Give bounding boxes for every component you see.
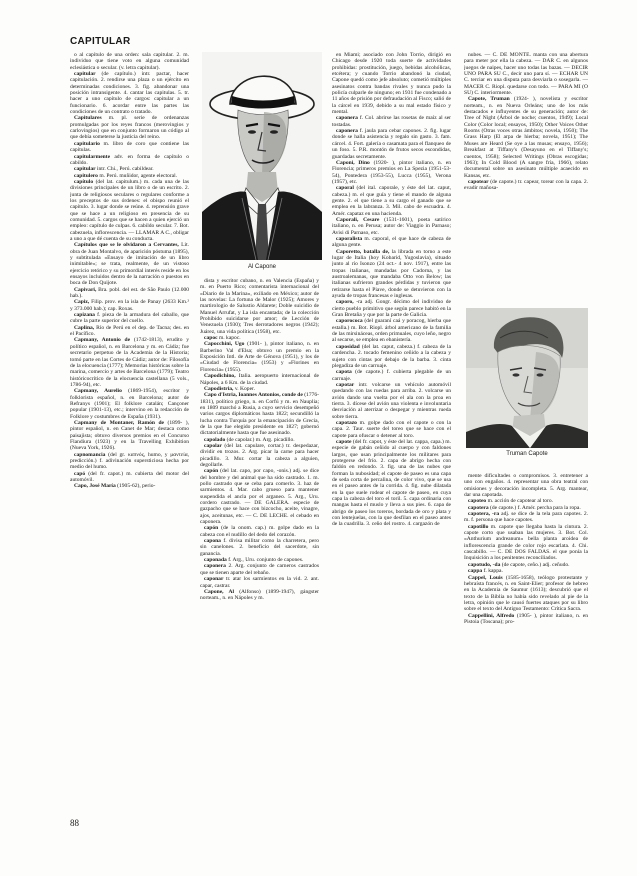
entry-headword: capoc bbox=[204, 335, 218, 342]
entry-headword: capotear bbox=[468, 178, 489, 185]
entry-definition: f. divisa militar como la charretera, pero sin canelones. 2. beneficio del sacerdote, sin ganancia. bbox=[200, 538, 319, 557]
entry-headword: caponada bbox=[204, 557, 227, 564]
entry-headword: Cappellini, Alfredo bbox=[468, 612, 515, 619]
entry-headword: caponar bbox=[204, 576, 224, 583]
dictionary-entry bbox=[332, 369, 451, 382]
entry-headword: capítulo bbox=[74, 178, 94, 185]
entry-definition: (1585-1658), teólogo protestante y hebraísta francés, n. en Saint-Elier; profesor de hebreo en la Academia de Saumur (1613); descubrió que el texto de la Biblia no había sido revelado al pie de la letra, opinión que le causó fuertes ataques por su libro sobre el texto del Antiguo Testamento: Crítica Sacra. bbox=[464, 574, 588, 613]
running-head: CAPITULAR bbox=[70, 36, 131, 47]
entry-headword: capitulario bbox=[74, 140, 100, 147]
text-column-4-top bbox=[464, 52, 588, 304]
entry-headword: Capo d'Istria, Ioannes Antonios, conde de bbox=[204, 392, 303, 399]
entry-definition: (1869-1954), escritor y folklorista español, n. en Barcelona; autor de Refranys (1901); El folklore catalán; Cançoner popular (1901-13), etc.; intervino en la redacción de Folklore y costumbres de España (1931). bbox=[70, 388, 189, 420]
entry-definition: (del fr. capot.) m. cubierta del motor del automóvil. bbox=[70, 470, 189, 484]
entry-definition: (de la onom. cap.) m. golpe dado en la cabeza con el nudillo del dedo del corazón. bbox=[200, 525, 319, 538]
entry-definition: Filip. prov. en la isla de Panay (2633 Km.² y 373.000 hab.); cap. Roxas. bbox=[70, 299, 189, 312]
entry-headword: Cappel, Louis bbox=[468, 574, 503, 581]
entry-headword: Capodistria, bbox=[204, 385, 234, 392]
dictionary-entry bbox=[70, 287, 189, 300]
entry-definition: (1924- ), novelista y escritor norteam., n. en Nueva Orleáns; uno de los más destacados e influyentes de su generación; autor de: Tree of Night (Árbol de noche; cuentos, 1949); Local Color (Color local; ensayos, 1950); Other Voices Other Rooms (Otras voces otras ámbitos; novela, 1950); The Grass Harp (El arpa de hierba; novela, 1951); The Muses are Heard (Se oye a las musas; ensayo, 1956); Breakfast at Tiffany's (Desayuno en el Tiffany's; cuentos, 1958); Selected Writings (Obras escogidas; 1963); In Cold Blood (A sangre fría, 1966), relato documental sobre un asesinato múltiple acaecido en Kansas, etc. bbox=[464, 96, 588, 179]
entry-headword: Capmany, Antonio de bbox=[74, 337, 131, 344]
dictionary-entry bbox=[332, 382, 451, 420]
dictionary-entry bbox=[332, 160, 451, 185]
entry-headword: caponera bbox=[336, 115, 358, 122]
truman-capote-portrait-image bbox=[466, 308, 588, 448]
photo-al-capone bbox=[202, 52, 322, 260]
text-column-4-bottom bbox=[464, 473, 588, 812]
entry-definition: la librada en torno a este lugar de Italia (hoy Kobarid, Yugoslavia), situado junto al río Isonzo (24 oct.- 4 nov. 1917), entre las tropas italianas, mandadas por Cadorna, y las austroalemanas, que mandaba Otto von Below; las italianas sufrieron grandes pérdidas y tuvieron que retirarse hasta el Piave, donde se detuvieron con la ayuda de tropas francesas e inglesas. bbox=[332, 248, 451, 300]
entry-headword: Capone, Al bbox=[204, 588, 234, 595]
entry-headword: caporal bbox=[336, 185, 354, 192]
entry-headword: capotazo bbox=[336, 419, 357, 426]
entry-definition: f. pieza de la armadura del caballo, que cubre la parte superior del cuello. bbox=[70, 312, 189, 325]
dictionary-entry bbox=[200, 563, 319, 576]
entry-definition: (1531-1601), poeta satírico italiano, n. en Perusa; autor de: Viaggio in Parnaso; Avisi di Parnaso, etc. bbox=[332, 216, 451, 236]
entry-definition: f. Arg., Uru. conjunto de capones. bbox=[228, 557, 304, 564]
dictionary-entry bbox=[200, 392, 319, 436]
entry-definition: en Miami; asociado con John Torrio, dirigió en Chicago desde 1920 toda suerte de actividades prohibidas: prostitución, juego, bebidas alcohólicas, etcétera; y cuando Torrio abandonó la ciudad, Capone quedó como jefe absoluto; cometió múltiples asesinatos contra bandas rivales y nunca pudo la policía culparle de ninguno; en 1931 fue condenado a 11 años de prisión por defraudación al Fisco; salió de la cárcel en 1939, debido a su mal estado físico y mental. bbox=[332, 52, 451, 116]
dictionary-entry bbox=[70, 242, 189, 286]
dictionary-entry bbox=[332, 420, 451, 439]
dictionary-entry bbox=[464, 613, 588, 626]
entry-definition: 2. Arg. conjunto de carneros castrados que se tienen aparte del rebaño. bbox=[200, 563, 319, 576]
entry-definition: -ra adj. Gongr. décimo del individuo de cierto pueblo primitivo que según parece habitó en la Gran Bretaña y que por la parte de Galicia. bbox=[332, 299, 451, 319]
entry-headword: capotera bbox=[468, 504, 489, 511]
entry-definition: adj. se dice de la tela para capotes. 2. m. f. persona que hace capotes. bbox=[464, 511, 588, 524]
entry-headword: caponera bbox=[336, 128, 358, 135]
dictionary-entry bbox=[332, 299, 451, 318]
entry-headword: caporo, bbox=[336, 299, 354, 306]
entry-headword: Capiz, bbox=[74, 299, 90, 306]
entry-definition: f. Col. abrirse las rosetas de maíz al ser tostadas. bbox=[332, 115, 451, 128]
entry-headword: capoteo bbox=[468, 498, 487, 505]
dictionary-entry bbox=[70, 71, 189, 115]
dictionary-entry bbox=[332, 249, 451, 300]
entry-headword: cappa bbox=[468, 568, 483, 575]
entry-definition: (de capote.) tr. capear, torear con la capa. 2. evadir mañosa- bbox=[464, 178, 588, 192]
entry-definition: (1920- ), pintor italiano, n. en Florencia; primeros premios en La Spezia (1951-53-54), Pontedera (1953-55), Lucca (1955), Verona (1957), etc. bbox=[332, 159, 451, 185]
entry-headword: capote bbox=[336, 438, 352, 445]
entry-headword: capitulero bbox=[74, 172, 98, 179]
entry-headword: capizana bbox=[74, 312, 95, 319]
dictionary-entry bbox=[70, 115, 189, 140]
dictionary-entry bbox=[332, 52, 451, 115]
entry-definition: intr. volcarse un vehículo automóvil quedando con las ruedas para arriba. 2. volcarse un avión dando una vuelta por el ala con la proa en tierra. 3. dícese del avión una violenta e involuntaria desviación al aterrizar o despegar y mientras rueda sobre tierra. bbox=[332, 381, 451, 420]
dictionary-entry bbox=[332, 236, 451, 249]
dictionary-entry bbox=[464, 179, 588, 192]
entry-definition: v. Koper. bbox=[234, 385, 255, 392]
entry-definition: (de capote.) f. cubierta plegable de un carruaje. bbox=[332, 369, 451, 382]
text-column-2 bbox=[200, 278, 319, 812]
entry-headword: Capítulos que se le olvidaron a Cervantes, bbox=[74, 242, 179, 249]
dictionary-entry bbox=[464, 511, 588, 524]
dictionary-entry bbox=[464, 575, 588, 613]
entry-headword: Caplina, bbox=[74, 324, 95, 331]
entry-definition: f. jaula para cebar capones. 2. fig. lugar donde se halla asistencia y regalo sin gasto. 3. fam. cárcel. 4. Fort. galería o casamata para el flanqueo de un foso. 5. P.R. montón de frutos secos escondidas, guardadas secretamente. bbox=[332, 128, 451, 160]
dictionary-entry bbox=[332, 115, 451, 128]
dictionary-entry bbox=[70, 325, 189, 338]
entry-headword: Capmany de Montaner, Ramón de bbox=[74, 419, 164, 426]
dictionary-entry bbox=[200, 443, 319, 468]
dictionary-entry bbox=[332, 217, 451, 236]
al-capone-portrait-image bbox=[202, 52, 322, 260]
entry-headword: Caponi, Dino bbox=[336, 159, 370, 166]
text-column-1 bbox=[70, 52, 189, 812]
entry-headword: Capocchini, Ugo bbox=[204, 341, 245, 348]
entry-headword: capitular bbox=[74, 71, 96, 78]
entry-headword: capó bbox=[74, 470, 86, 477]
dictionary-entry bbox=[70, 312, 189, 325]
dictionary-entry bbox=[200, 576, 319, 589]
dictionary-entry bbox=[70, 452, 189, 471]
entry-definition: dista y escritor cubano, n. en Valencia (España) y m. en Puerto Rico; comentarista internacional del «Diario de la Marina», exiliado en México; autor de las novelas: La fortuna de Malor (1925); Amores y martirologio de Salustio Aldarete; Doble suicidio de Manuel Arrufat, y La isla encantada; de la colección Prohibido suicidarse por amor; de Lección de Venezuela (1930); Tres derrotadores negros (1942); Juárez, una vida política (1958), etc. bbox=[200, 278, 319, 335]
entry-definition: Río de Perú en el dep. de Tacna; des. en el Pacífico. bbox=[70, 324, 189, 338]
dictionary-entry bbox=[200, 525, 319, 538]
dictionary-entry bbox=[70, 299, 189, 312]
entry-definition: o al capítulo de una orden: sala capitular. 2. m. individuo que tiene voto en alguna comunidad eclesiástica o secular. (v. letra capitular). bbox=[70, 52, 189, 71]
dictionary-entry bbox=[70, 337, 189, 388]
entry-headword: capolado bbox=[204, 436, 226, 443]
entry-headword: capón bbox=[204, 468, 219, 475]
entry-headword: Capmany, Aurelio bbox=[74, 388, 122, 395]
entry-definition: m. acción de capotear al toro. bbox=[487, 498, 554, 505]
entry-definition: (de capote, ceño.) adj. ceñudo. bbox=[501, 561, 570, 568]
entry-definition: (de capolar.) m. Arg. picadillo. bbox=[226, 436, 295, 443]
entry-definition: tr. atar los sarmientos en la vid. 2. ant. capar, castrar. bbox=[200, 576, 319, 589]
entry-headword: capona bbox=[204, 538, 221, 545]
entry-headword: caposidad bbox=[336, 343, 360, 350]
entry-definition: Bra. pobl. del est. de São Paulo (12.000 hab.). bbox=[70, 286, 189, 300]
entry-headword: Capivari, bbox=[74, 286, 97, 293]
entry-headword: caponera bbox=[204, 563, 226, 570]
dictionary-entry bbox=[332, 344, 451, 369]
entry-definition: m. Perú. muñidor, agente electoral. bbox=[99, 172, 178, 179]
dictionary-entry bbox=[332, 185, 451, 217]
dictionary-entry bbox=[464, 473, 588, 498]
entry-definition: m. pl. serie de ordenanzas promulgadas por los reyes francos (merovingios y carlovingios) que en conjunto formaron un código al que debía someterse la justicia del reino. bbox=[70, 115, 189, 141]
photo-truman-capote bbox=[466, 308, 588, 448]
entry-headword: capotudo, -da bbox=[468, 561, 501, 568]
dictionary-entry bbox=[200, 278, 319, 335]
entry-definition: intr. Chi., Perú. cabildear. bbox=[96, 166, 154, 173]
entry-definition: m. libro de coro que contiene las capítulas. bbox=[70, 140, 189, 154]
entry-headword: capitularmente bbox=[74, 153, 111, 160]
dictionary-entry bbox=[332, 439, 451, 528]
entry-headword: capón bbox=[204, 525, 219, 532]
entry-headword: Capitulares bbox=[74, 115, 102, 122]
dictionary-entry bbox=[464, 52, 588, 96]
dictionary-entry bbox=[70, 52, 189, 71]
entry-headword: capotar bbox=[336, 381, 355, 388]
entry-definition: (de capítulo.) intr. pactar, hacer capitulación. 2. rendirse una plaza o un ejército en determinadas condiciones. 3. fig. abandonar una posición intransigente. 4. cantar las capitulas. 5. tr. hacer a uno capítulo de cargos: capitular a un funcionario. 6. acordar entre las partes las condiciones de un contrato o tratado. bbox=[70, 71, 189, 116]
entry-headword: capotillo bbox=[468, 523, 489, 530]
entry-definition: (1742-1813), erudito y político español, n. en Barcelona y m. en Cádiz; fue secretario perpetuo de la Academia de la Historia; tomó parte en las Cortes de Cádiz; autor de: Filosofía de la elocuencia (1777); Memorias históricas sobre la marina, comercio y artes de Barcelona (1779); Teatro históricocrítico de la elocuencia castellana (5 vols., 1786-94), etc. bbox=[70, 337, 189, 388]
dictionary-entry bbox=[332, 318, 451, 343]
dictionary-entry bbox=[70, 154, 189, 167]
entry-definition: nubes. — C. DE MONTE. manta con una abertura para meter por ella la cabeza. — DAR C. en algunos juegos de naipes, hacer uno todas las bazas. — DECIR UNO PARA SU C., decir uno para sí. — ECHAR UN C. terciar en una disputa para desviarla o sosegarla. — MACER C. Riopl. quedarse con todo. — PARA MI (O SU) C. interiormente. bbox=[464, 52, 588, 97]
entry-definition: m. kapoc. bbox=[218, 335, 241, 342]
entry-definition: (del lat. capitulum.) m. cada una de las divisiones principales de un libro o de un escrito. 2. junta de religiosos seculares o regulares conforme a los preceptos de sus órdenes: el obispo reunió el capítulo. 3. lugar donde se reúne. 4. reprensión grave que se hace a un religioso en presencia de su comunidad. 5. cargos que se hacen a quien ejerció un empleo: capítulo de culpas. 6. cabildo secular. 7. Bot. cabezuela, inflorescencia. — LLAMAR A C., obligar a uno a que dé cuenta de su conducta. bbox=[70, 178, 189, 242]
entry-definition: f. kappa. bbox=[483, 568, 503, 575]
entry-headword: Capodichino, bbox=[204, 373, 236, 380]
entry-headword: capnomancia bbox=[74, 451, 106, 458]
entry-definition: (del lat. capulare, cortar.) tr. despedazar, dividir en trozos. 2. Arg. picar la carne para hacer picadillo. 3. Mur. cortar la cabeza a alguien, degollarle. bbox=[200, 442, 319, 468]
entry-definition: m. golpe dado con el capote o con la capa. 2. Taur. suerte del toreo que se hace con el capote para ofuscar o detener al toro. bbox=[332, 419, 451, 439]
entry-definition: (del gr. καπνός, humo, y μαντεία, predicción.) f. adivinación supersticiosa hecha por medio del humo. bbox=[70, 451, 189, 471]
entry-headword: capolar bbox=[204, 442, 222, 449]
dictionary-entry bbox=[70, 483, 189, 489]
dictionary-entry bbox=[200, 373, 319, 386]
dictionary-entry bbox=[200, 538, 319, 557]
entry-headword: caporalista bbox=[336, 235, 363, 242]
dictionary-entry bbox=[464, 96, 588, 178]
entry-headword: Caporali, Cesare bbox=[336, 216, 380, 223]
caption-truman-capote: Truman Capote bbox=[506, 451, 548, 457]
caption-al-capone: Al Capone bbox=[247, 264, 277, 270]
entry-definition: (1899- ), pintor español, n. en Canet de Mar; destaca como paisajista; obtuvo diversos premios en el Concurso Flandiura (1923) y en la Travelling Exhibition (Nueva York, 1926). bbox=[70, 419, 189, 452]
entry-headword: Capo, José María bbox=[74, 483, 116, 490]
entry-definition: (Alfonso) (1899-1947), gángster norteam., n. en Nápoles y m. bbox=[200, 588, 319, 602]
entry-headword: Caporetto, batalla de, bbox=[336, 248, 390, 255]
entry-definition: (del fr. capot, y éste del lat. cappa, capa.) m. especie de gabán ceñido al cuerpo y con faldones largos, que usan principalmente los militares para protegerse del frío. 2. capa de abrigo hecha con faldón en redondo. 3. fig. una de las nubes que forman la nubosidad; el capote de paseo es una capa de seda corta de percalina, de color vivo, que se usa en el paseo antes de la corrida. 4. fig. nube dilatada en la que suele rodear el capote de paseo, en cuya capa la cabeza del toro el toril. 5. capa ordinaria con mangas hasta el muslo y lleva a sus pies. 6. capa de abrigo de paseo los toreros, bordada de oro y plata y con lentejuelas, con la que desfilan en el paseo antes de la cuadrilla. 3. ceño del rostro. 4. cargazón de bbox=[332, 438, 451, 528]
dictionary-entry bbox=[200, 589, 319, 602]
entry-definition: m. capote que llegaba hasta la cintura. 2. capote corto que usaban las mujeres. 3. Bot. Col. «Anthurium andreanum» bella planta aroidea de inflorescencia grande de color rojo escarlata. 4. Chi. cascabillo. — C. DE DOS FALDAS. el que ponía la Inquisición a los penitentes reconciliados. bbox=[464, 523, 588, 562]
entry-definition: Lit. obra de Juan Montalvo, de aparición póstuma (1895), y subtitulada «Ensayo de imitación de un libro inimitable»; se trata, realmente, de un vistoso ejercicio retórico y su primordial interés reside en los ensayos incluidos dentro de la narración o puestos en boca de Don Quijote. bbox=[70, 242, 189, 287]
dictionary-entry bbox=[332, 128, 451, 160]
dictionary-entry bbox=[70, 141, 189, 154]
dictionary-entry bbox=[70, 420, 189, 452]
entry-headword: capotera, -ra bbox=[468, 511, 500, 518]
entry-definition: (del lat. caput, cabeza.) f. cabeza de la cardencha. 2. tocado femenino ceñido a la cabeza y sujeto con cintas por debajo de la barba. 3. cinta plegadiza de un carruaje. bbox=[332, 343, 451, 369]
dictionary-entry bbox=[200, 468, 319, 525]
entry-definition: (del ital. caporale, y éste del lat. caput, cabeza.) m. el que guía y tiene el mando de alguna gente. 2. el que tiene a su cargo el ganado que se emplea en la labranza. 3. Mil. cabo de escuadra. 4. Amér. capataz en una hacienda. bbox=[332, 185, 451, 217]
entry-definition: (1901- ), pintor italiano, n. en Barberino Val d'Elsa; obtuvo un premio en la Exposición Intl. de Arte de Génova (1951), y los de «Ciudad de Florencia» (1953) y «Florines en Florencia» (1955). bbox=[200, 341, 319, 373]
entry-definition: (de capote.) f. Amér. percha para la ropa. bbox=[490, 504, 581, 511]
dictionary-entry bbox=[70, 179, 189, 242]
entry-headword: capitular bbox=[74, 166, 96, 173]
dictionary-entry bbox=[464, 524, 588, 562]
entry-definition: Italia. aeropuerto internacional de Nápoles, a 6 Km. de la ciudad. bbox=[200, 373, 319, 386]
entry-headword: capota bbox=[336, 369, 352, 376]
entry-definition: (1905-62), perio- bbox=[117, 483, 156, 490]
text-column-3 bbox=[332, 52, 451, 812]
dictionary-entry bbox=[70, 471, 189, 484]
dictionary-entry bbox=[70, 388, 189, 420]
entry-headword: caporococa bbox=[336, 318, 363, 325]
entry-definition: (del lat. capo, por capo, -onis.) adj. se dice del hombre y del animal que ha sido castrado. 1. m. pollo castrado que se ceba para comerlo. 3. haz de sarmientos. 4. Mar. cabo grueso para mantener suspendida el ancla por el arganeo. 5. Arg., Uru. cordero castrado. — DE GALERA. especie de gazpacho que se hace con bizcocho, aceite, vinagre, ajos, aceitunas, etc. — C. DE LECHE. el cebado en caponera. bbox=[200, 468, 319, 526]
entry-definition: adv. en forma de capítulo o cabildo. bbox=[70, 153, 189, 166]
page-number: 88 bbox=[70, 818, 79, 828]
entry-definition: (del guaraní caá y poracog, hierba que estalla.) m. Bot. Riopl. árbol americano de la familia de las mirsináceas, orden primuales, cuyo leño, negro al secarse, se emplea en ebanistería. bbox=[332, 318, 451, 344]
entry-definition: m. caporal, el que hace de cabeza de alguna gente. bbox=[332, 235, 451, 249]
entry-definition: mente dificultades o compromisos. 3. entretener a uno con engaños. 4. representar una obra teatral con omisiones y decoración incompleta. 5. Arg. mantear, dar una capotada. bbox=[464, 473, 588, 499]
entry-headword: Capote, Truman bbox=[468, 96, 510, 103]
entry-definition: (1905- ), pintor italiano, n. en Pistoia (Toscana); pro- bbox=[464, 612, 588, 625]
entry-definition: (1776-1831), político griego, n. en Corfú y m. en Nauplia; en 1809 marchó a Rusia, a cuyo servicio desempeñó varios cargos diplomáticos hasta 1822; secundilló la lucha contra Turquía por la emancipación de Grecia, de la que fue elegido presidente en 1827; gobernó dictatorialmente hasta que fue asesinado. bbox=[200, 392, 319, 437]
dictionary-entry bbox=[200, 341, 319, 373]
